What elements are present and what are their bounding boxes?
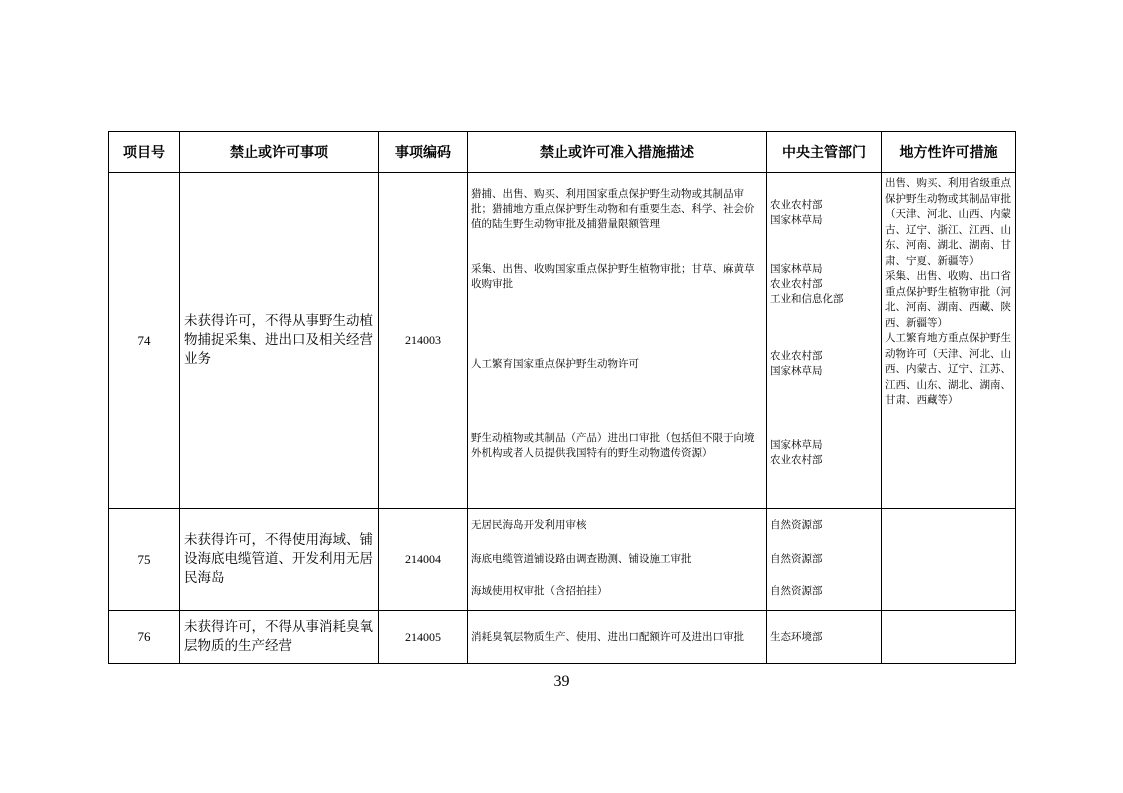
local-measures-text: [882, 509, 1016, 611]
department-text: 国家林草局 农业农村部: [770, 439, 823, 466]
header-matter: 禁止或许可事项: [180, 132, 379, 173]
permit-table: [108, 131, 1016, 664]
description-text: 海底电缆管道铺设路由调查勘测、铺设施工审批: [471, 553, 692, 565]
description-text: 野生动植物或其制品（产品）进出口审批（包括但不限于向境外机构或者人员提供我国特有的野生动物遗传资源）: [471, 432, 755, 459]
matter-text: 未获得许可，不得使用海域、铺设海底电缆管道、开发利用无居民海岛: [180, 509, 379, 611]
department-text: 自然资源部: [770, 519, 823, 531]
department-text: 自然资源部: [770, 553, 823, 565]
header-code: 事项编码: [379, 132, 468, 173]
item-code: 214004: [379, 509, 468, 611]
local-measures-text: [882, 611, 1016, 664]
description-text: 人工繁育国家重点保护野生动物许可: [471, 358, 639, 370]
department-cell: [767, 173, 882, 509]
description-text: 消耗臭氧层物质生产、使用、进出口配额许可及进出口审批: [471, 630, 744, 643]
item-number: 75: [109, 509, 180, 611]
description-cell: [468, 173, 767, 509]
department-text: 自然资源部: [770, 585, 823, 597]
department-text: 国家林草局 农业农村部 工业和信息化部: [770, 263, 844, 305]
description-text: 猎捕、出售、购买、利用国家重点保护野生动物或其制品审批；猎捕地方重点保护野生动物和有重要生态、科学、社会价值的陆生野生动物审批及捕猎量限额管理: [471, 188, 755, 230]
department-text: 农业农村部 国家林草局: [770, 199, 823, 226]
table-row: [109, 509, 1016, 611]
header-item-number: 项目号: [109, 132, 180, 173]
item-code: 214005: [379, 611, 468, 664]
matter-text: 未获得许可，不得从事野生动植物捕捉采集、进出口及相关经营业务: [180, 173, 379, 509]
description-cell: [468, 509, 767, 611]
description-text: 海域使用权审批（含招拍挂）: [471, 585, 608, 597]
table-row: [109, 173, 1016, 509]
header-description: 禁止或许可准入措施描述: [468, 132, 767, 173]
description-text: 采集、出售、收购国家重点保护野生植物审批；甘草、麻黄草收购审批: [471, 263, 755, 290]
header-row: [109, 132, 1016, 173]
header-central-dept: 中央主管部门: [767, 132, 882, 173]
matter-text: 未获得许可，不得从事消耗臭氧层物质的生产经营: [180, 611, 379, 664]
page-number: 39: [553, 673, 570, 690]
department-cell: [767, 509, 882, 611]
table-row: [109, 611, 1016, 664]
description-cell: [468, 611, 767, 664]
department-text: 生态环境部: [770, 630, 823, 643]
local-measures-text: 出售、购买、利用省级重点保护野生动物或其制品审批（天津、河北、山西、内蒙古、辽宁、浙江、江西、山东、河南、湖北、湖南、甘肃、宁夏、新疆等） 采集、出售、收购、出口省重点保护野生植物审批（河北、河南、湖南、西藏、陕西、新疆等） 人工繁育地方重点保护野生动物许可（天津、河北、山西、内蒙古、辽宁、江苏、江西、山东、湖北、湖南、甘肃、西藏等）: [882, 173, 1016, 509]
department-cell: [767, 611, 882, 664]
item-code: 214003: [379, 173, 468, 509]
department-text: 农业农村部 国家林草局: [770, 350, 823, 377]
item-number: 76: [109, 611, 180, 664]
description-text: 无居民海岛开发利用审核: [471, 519, 587, 531]
item-number: 74: [109, 173, 180, 509]
header-local-measures: 地方性许可措施: [882, 132, 1016, 173]
